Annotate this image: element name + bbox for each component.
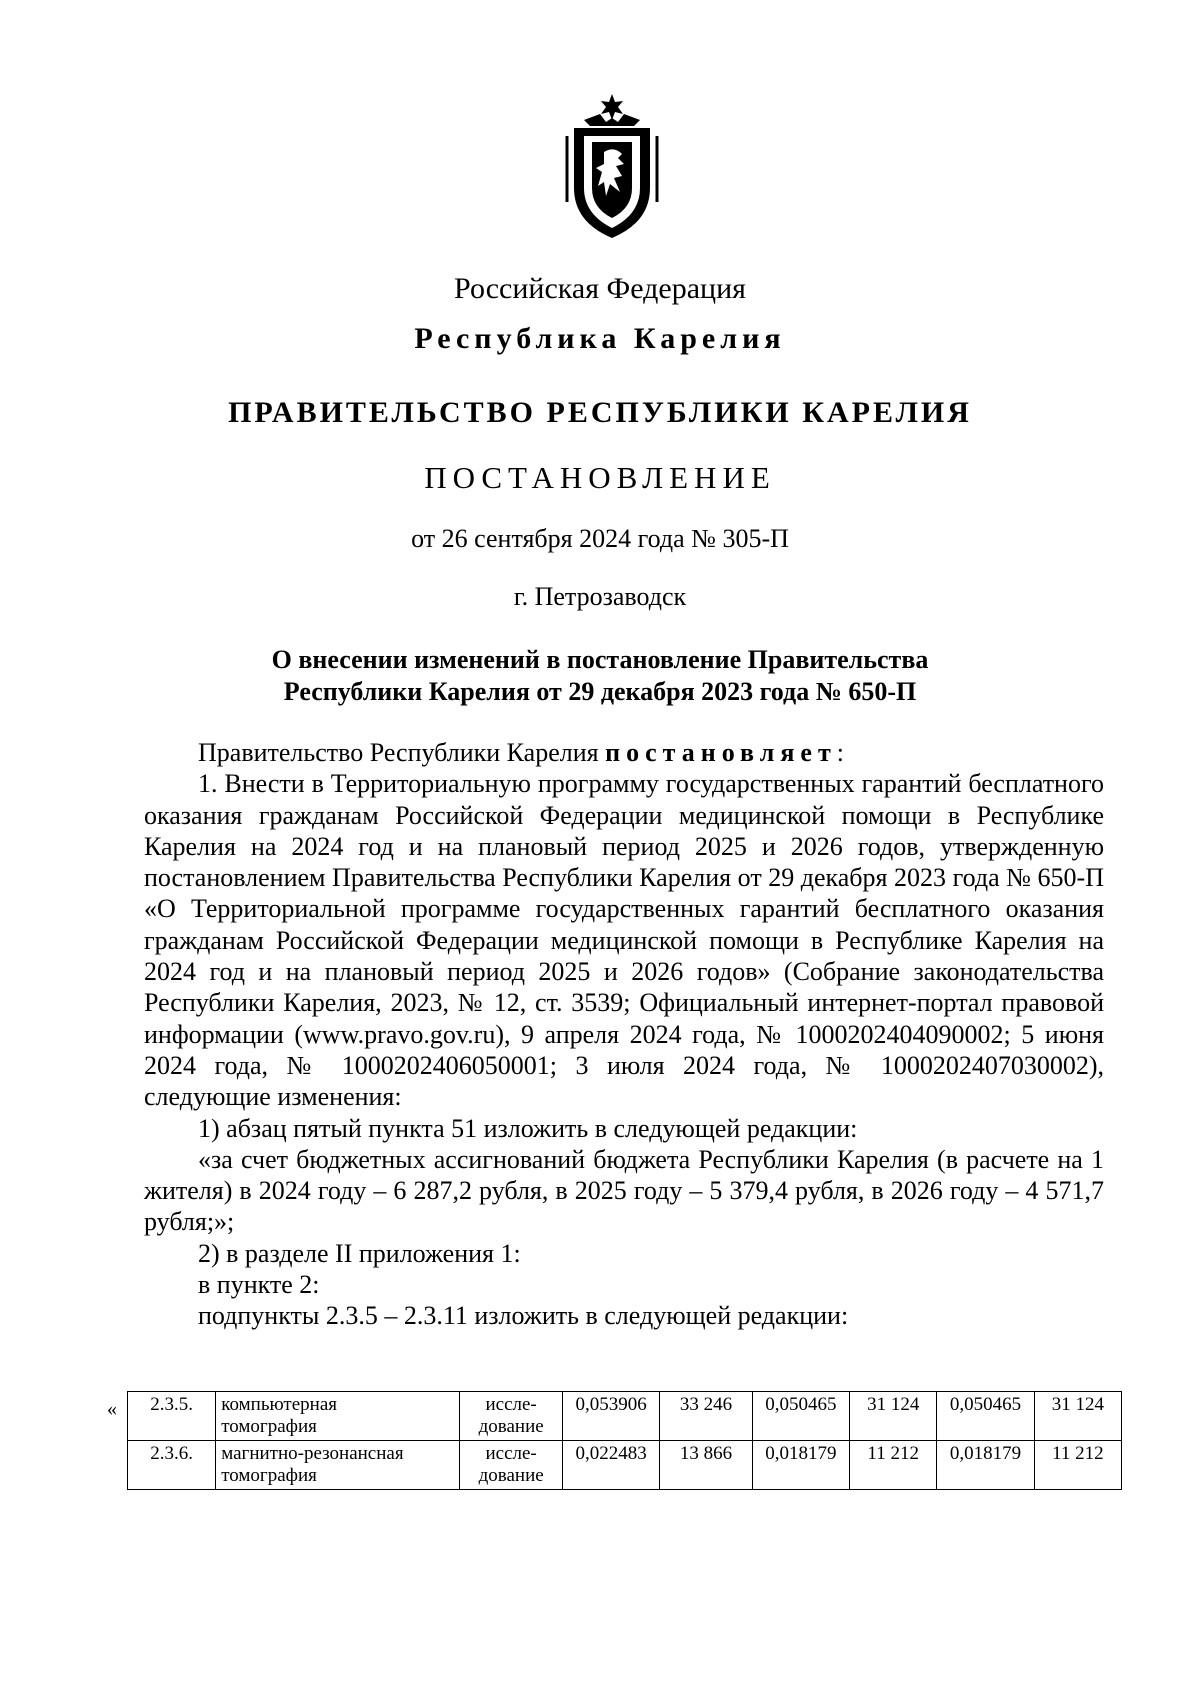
row-value-5: 0,050465 [937, 1392, 1034, 1441]
body-paragraph-preamble [144, 737, 1104, 768]
row-value-3: 0,018179 [752, 1441, 849, 1490]
document-date-number: от 26 сентября 2024 года № 305-П [411, 524, 789, 553]
republic-name: Республика Карелия [414, 322, 786, 355]
document-city: г. Петрозаводск [513, 582, 687, 611]
body-paragraph-6: подпункты 2.3.5 – 2.3.11 изложить в следующей редакции: [198, 1301, 849, 1331]
body-paragraph-4: 2) в разделе II приложения 1: [198, 1238, 521, 1268]
row-name-line-1: магнитно-резонансная [221, 1443, 404, 1464]
government-name: ПРАВИТЕЛЬСТВО РЕСПУБЛИКИ КАРЕЛИЯ [228, 396, 972, 429]
row-code: 2.3.5. [128, 1392, 216, 1441]
row-name-line-1: компьютерная [221, 1394, 337, 1415]
row-value-2: 13 866 [660, 1441, 752, 1490]
row-name [216, 1392, 460, 1441]
row-code: 2.3.6. [128, 1441, 216, 1490]
subject-line-1: О внесении изменений в постановление Правительства [271, 645, 929, 674]
row-unit-line-2: дование [478, 1416, 544, 1437]
row-unit-line-2: дование [478, 1465, 544, 1486]
preamble-decree-word: постановляет [605, 738, 837, 767]
row-name-line-2: томография [221, 1416, 317, 1437]
table-row [128, 1441, 1122, 1490]
row-value-6: 11 212 [1034, 1441, 1121, 1490]
row-value-5: 0,018179 [937, 1441, 1034, 1490]
row-name [216, 1441, 460, 1490]
document-body [144, 737, 1104, 1332]
row-value-4: 11 212 [850, 1441, 937, 1490]
body-paragraph-2: 1) абзац пятый пункта 51 изложить в следующей редакции: [198, 1113, 858, 1143]
body-paragraph-5: в пункте 2: [198, 1270, 320, 1300]
row-name-line-2: томография [221, 1465, 317, 1486]
preamble-text: Правительство Республики Карелия [198, 738, 606, 767]
row-value-4: 31 124 [850, 1392, 937, 1441]
row-value-1: 0,022483 [562, 1441, 659, 1490]
row-value-3: 0,050465 [752, 1392, 849, 1441]
row-value-6: 31 124 [1034, 1392, 1121, 1441]
subject-line-2: Республики Карелия от 29 декабря 2023 года № 650-П [283, 677, 917, 706]
document-type: ПОСТАНОВЛЕНИЕ [424, 460, 776, 495]
row-value-2: 33 246 [660, 1392, 752, 1441]
preamble-colon: : [836, 738, 844, 767]
document-subject [0, 644, 1200, 708]
row-value-1: 0,053906 [562, 1392, 659, 1441]
table-row [128, 1392, 1122, 1441]
row-unit-line-1: иссле- [485, 1394, 537, 1415]
country-name: Российская Федерация [454, 272, 746, 305]
row-unit-line-1: иссле- [485, 1443, 537, 1464]
body-paragraph-3: «за счет бюджетных ассигнований бюджета Республики Карелия (в расчете на 1 жителя) в 2024 году – 6 287,2 рубля, в 2025 году – 5 379,4 рубля, в 2026 году – 4 571,7 рубля;»; [144, 1144, 1104, 1237]
karelia-coat-of-arms-icon [562, 92, 662, 242]
table-open-quote: « [107, 1398, 117, 1420]
row-unit [460, 1441, 563, 1490]
row-unit [460, 1392, 563, 1441]
services-table [127, 1391, 1122, 1490]
body-paragraph-1: 1. Внести в Территориальную программу государственных гарантий бесплатного оказания гражданам Российской Федерации медицинской помощи в Республике Карелия на 2024 год и на плановый период 2025 и 2026 годов, утвержденную постановлением Правительства Республики Карелия от 29 декабря 2023 года № 650-П «О Территориальной программе государственных гарантий бесплатного оказания гражданам Российской Федерации медицинской помощи в Республике Карелия на 2024 год и на плановый период 2025 и 2026 годов» (Собрание законодательства Республики Карелия, 2023, № 12, ст. 3539; Официальный интернет-портал правовой информации (www.pravo.gov.ru), 9 апреля 2024 года, № 1000202404090002; 5 июня 2024 года, № 1000202406050001; 3 июля 2024 года, № 1000202407030002), следующие изменения: [144, 769, 1104, 1112]
